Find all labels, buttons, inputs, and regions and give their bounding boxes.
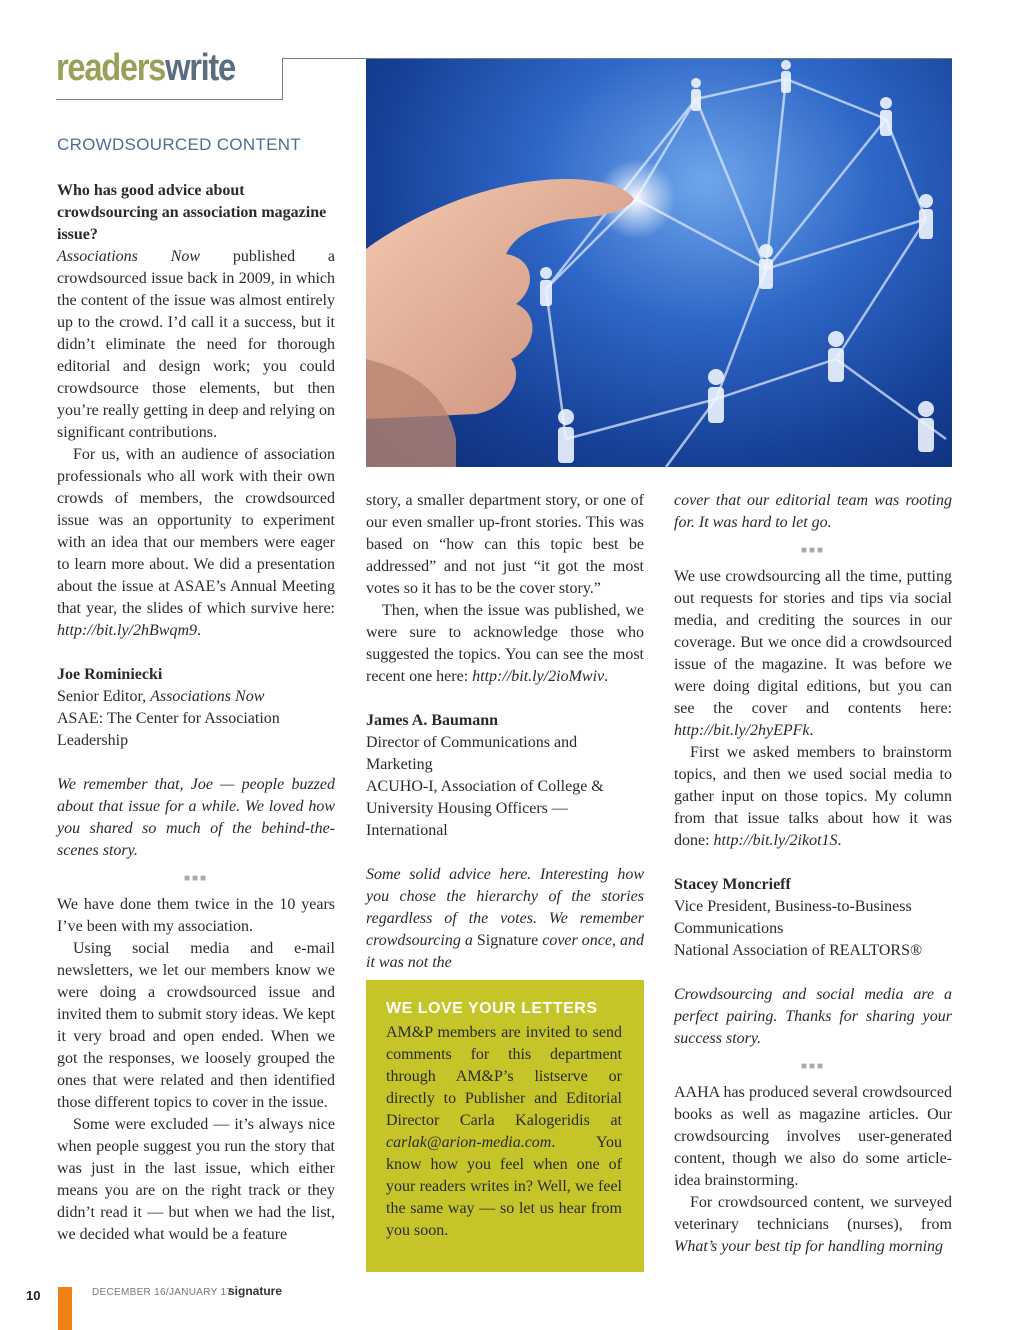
signature-title <box>57 686 335 708</box>
masthead-divider <box>282 58 283 100</box>
paragraph-end: . <box>837 832 842 849</box>
footer-accent-bar <box>58 1287 72 1330</box>
article-link[interactable]: http://bit.ly/2hyEPFk <box>674 722 810 739</box>
article-link[interactable]: http://bit.ly/2hBwqm9 <box>57 622 197 639</box>
section-kicker: CROWDSOURCED CONTENT <box>57 135 301 154</box>
paragraph-text: For crowdsourced content, we surveyed veterinary technicians (nurses), from <box>674 1194 952 1233</box>
section-question: Who has good advice about crowdsourcing an association magazine issue? <box>57 182 327 243</box>
signature-title: Vice President, Business-to-Business Communications <box>674 898 912 937</box>
magazine-name: signature <box>228 1284 283 1298</box>
letter-paragraph <box>674 566 952 742</box>
signature-org: ACUHO-I, Association of College & University Housing Officers — International <box>366 778 604 839</box>
signature-org: ASAE: The Center for Association Leadership <box>57 710 280 749</box>
section-separator: ■■■ <box>183 873 209 884</box>
article-link[interactable]: http://bit.ly/2ikot1S <box>713 832 838 849</box>
reply-text: Some solid advice here. Interesting how you chose the hierarchy of the stories regardless of the votes. We remember crowdsourcing a <box>366 866 644 949</box>
column-3 <box>674 490 952 1258</box>
signature-name: Joe Rominiecki <box>57 666 163 683</box>
signature-org: National Association of REALTORS® <box>674 942 923 959</box>
section-separator: ■■■ <box>800 1061 826 1072</box>
paragraph-text: We use crowdsourcing all the time, putting out requests for stories and tips via social media, and crediting the sources in our coverage. But we once did a crowdsourced issue of the magazine. It was before we were doing digital editions, but you can see the cover and contents here: <box>674 568 952 717</box>
signature-name: James A. Baumann <box>366 712 499 729</box>
signature-title-publication: Associations Now <box>150 688 265 705</box>
signature-title: Director of Communications and Marketing <box>366 734 578 773</box>
paragraph-text: First we asked members to brainstorm topics, and then we used social media to gather input on those topics. My column from that issue talks about how it was done: <box>674 744 952 849</box>
editor-reply: Crowdsourcing and social media are a perfect pairing. Thanks for sharing your success story. <box>674 986 952 1047</box>
network-illustration <box>366 59 952 467</box>
paragraph-text: For us, with an audience of association professionals who all work with their own crowds of members, the crowdsourced issue was an opportunity to experiment with an idea that our members were eager to learn more about. We did a presentation about the issue at ASAE’s Annual Meeting that year, the slides of which survive here: <box>57 446 335 617</box>
paragraph-text: published a crowdsourced issue back in 2009, in which the content of the issue was almost entirely up to the crowd. I’d call it a success, but it didn’t eliminate the need for thorough editorial and design work; you could crowdsource those elements, but then you’re really getting in deep and relying on significant contributions. <box>57 248 335 441</box>
editor-reply: We remember that, Joe — people buzzed about that issue for a while. We loved how you shared so much of the behind-the-scenes story. <box>57 776 335 859</box>
contact-email-link[interactable]: carlak@arion-media.com <box>386 1134 552 1151</box>
issue-date: DECEMBER 16/JANUARY 17 <box>92 1287 233 1298</box>
section-separator: ■■■ <box>800 545 826 556</box>
masthead-readers: readers <box>56 47 166 89</box>
paragraph-end: . <box>197 622 201 639</box>
reply-text: cover once, and it was not the <box>366 932 645 971</box>
letter-paragraph <box>57 444 335 642</box>
hero-image-network-people <box>366 59 952 467</box>
letter-paragraph <box>57 246 335 444</box>
column-2 <box>366 490 644 974</box>
letter-paragraph <box>674 742 952 852</box>
letters-box-text: . You know how you feel when one of your readers writes in? Well, we feel the same way — so let us hear from you soon. <box>386 1134 622 1239</box>
letter-paragraph: story, a smaller department story, or one of our even smaller up-front stories. This was based on “how can this topic best be addressed” and not just “it got the most votes so it has to be the cover story.” <box>366 492 644 597</box>
signature-name: Stacey Moncrieff <box>674 876 791 893</box>
letter-paragraph <box>674 1192 952 1258</box>
paragraph-end: . <box>809 722 814 739</box>
editor-reply <box>366 864 644 974</box>
masthead-logo <box>56 46 235 90</box>
magazine-name: Signature <box>476 932 539 949</box>
publication-name: Associations Now <box>57 248 201 265</box>
letter-paragraph <box>366 600 644 688</box>
letter-paragraph: We have done them twice in the 10 years I’ve been with my association. <box>57 896 335 935</box>
survey-question-text: What’s your best tip for handling morning <box>674 1238 944 1255</box>
masthead-write: write <box>165 47 235 89</box>
letters-box-title: WE LOVE YOUR LETTERS <box>386 1000 598 1017</box>
article-link[interactable]: http://bit.ly/2ioMwiv <box>472 668 605 685</box>
signature-title-text: Senior Editor, <box>57 688 151 705</box>
letter-paragraph: AAHA has produced several crowdsourced books as well as magazine articles. Our crowdsourcing involves user-generated content, though we also do some article-idea brainstorming. <box>674 1084 952 1189</box>
letters-box-body <box>386 1022 622 1242</box>
paragraph-text: Then, when the issue was published, we were sure to acknowledge those who suggested the topics. You can see the most recent one here: <box>366 602 644 685</box>
page-number: 10 <box>26 1288 41 1303</box>
paragraph-end: . <box>604 668 609 685</box>
column-1 <box>57 246 335 1246</box>
letters-box-text: AM&P members are invited to send comments for this department through AM&P’s listserve or directly to Publisher and Editorial Director Carla Kalogeridis at <box>386 1024 622 1129</box>
editor-reply-continued: cover that our editorial team was rooting for. It was hard to let go. <box>674 492 952 531</box>
letter-paragraph: Some were excluded — it’s always nice when people suggest you run the story that was just in the last issue, which either means you are on the right track or they didn’t read it — but when we had the list, we decided what would be a feature <box>57 1116 335 1243</box>
letter-paragraph: Using social media and e-mail newsletters, we let our members know we were doing a crowdsourced issue and invited them to submit story ideas. We kept it very broad and open ended. When we got the responses, we loosely grouped the ones that were related and then identified those different topics to cover in the issue. <box>57 940 335 1111</box>
letters-callout-box <box>366 980 644 1272</box>
masthead-underline <box>56 99 282 100</box>
